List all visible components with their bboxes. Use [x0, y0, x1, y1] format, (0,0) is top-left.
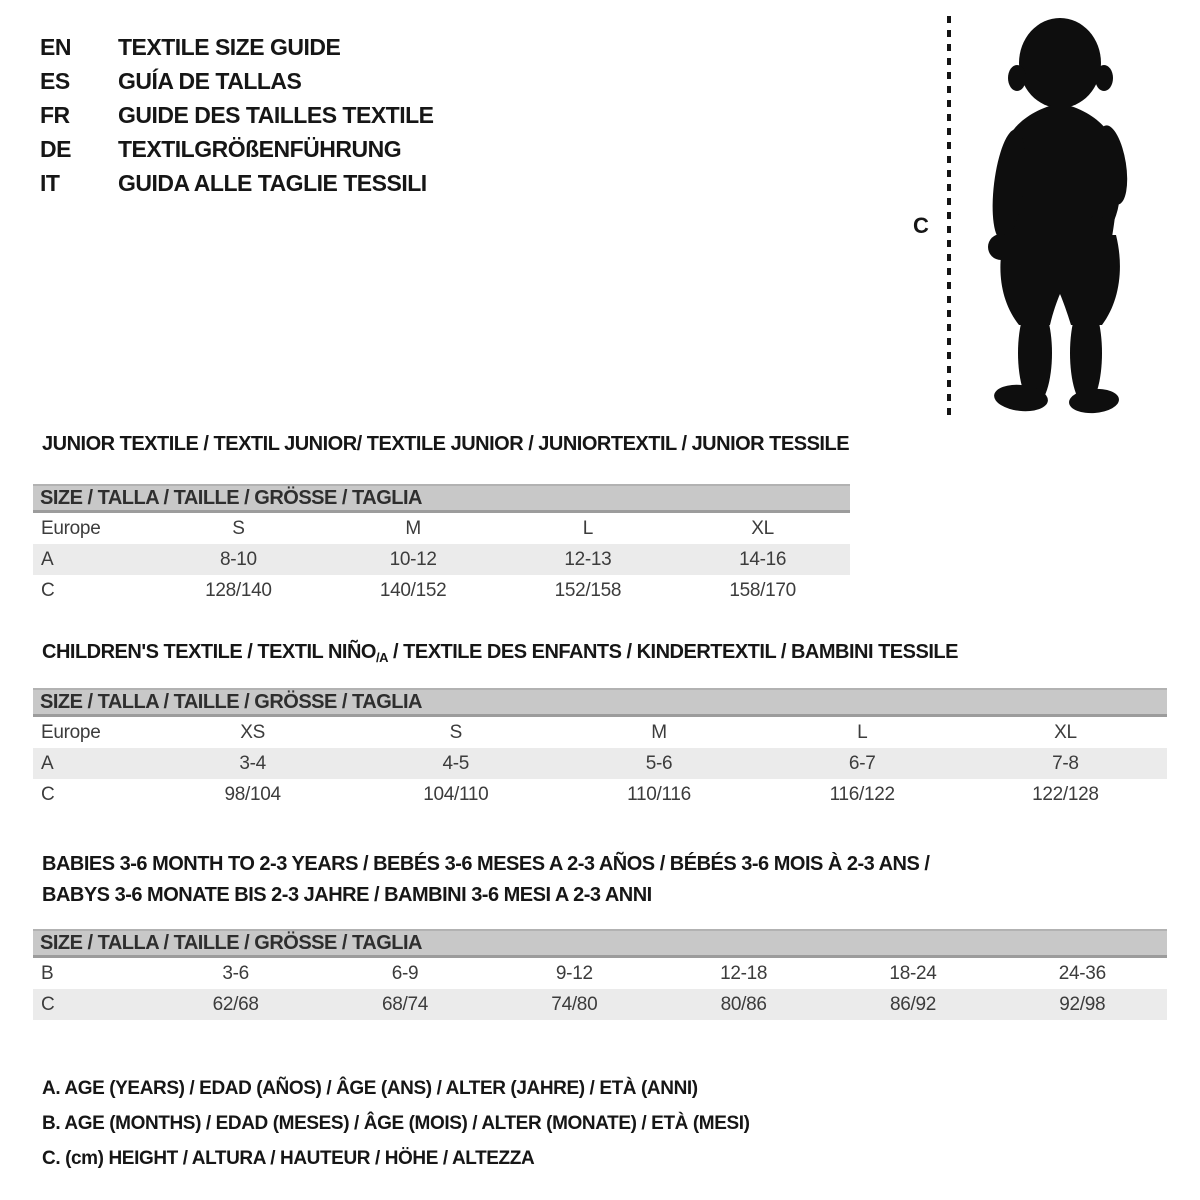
babies-title-line2: BABYS 3-6 MONATE BIS 2-3 JAHRE / BAMBINI 3-6 MESI A 2-3 ANNI — [42, 884, 652, 906]
language-code: DE — [40, 135, 71, 162]
row-label: Europe — [41, 517, 101, 539]
row-label: A — [41, 548, 54, 570]
height-cell: 152/158 — [554, 579, 622, 601]
table-row-europe — [33, 513, 850, 544]
height-cell: 74/80 — [551, 993, 598, 1015]
toddler-silhouette — [965, 15, 1145, 415]
row-label: A — [41, 752, 54, 774]
row-label: B — [41, 962, 54, 984]
language-row-es — [40, 64, 434, 98]
height-measure-label: C — [913, 213, 929, 238]
size-cell: XL — [1054, 721, 1077, 743]
height-cell: 80/86 — [720, 993, 767, 1015]
table-row-age — [33, 544, 850, 575]
size-cell: M — [651, 721, 667, 743]
height-cell: 110/116 — [627, 783, 691, 805]
children-title-post: / TEXTILE DES ENFANTS / KINDERTEXTIL / BAMBINI TESSILE — [387, 641, 958, 663]
height-cell: 68/74 — [381, 993, 429, 1015]
age-cell: 12-13 — [564, 548, 612, 570]
months-cell: 24-36 — [1058, 962, 1106, 984]
table-row-height — [33, 575, 850, 606]
months-cell: 9-12 — [555, 962, 593, 984]
language-code: FR — [40, 101, 70, 128]
children-title-pre: CHILDREN'S TEXTILE / TEXTIL NIÑO — [42, 641, 376, 663]
language-row-it — [40, 166, 434, 200]
language-row-fr — [40, 98, 434, 132]
language-code: ES — [40, 67, 70, 94]
height-cell: 62/68 — [212, 993, 259, 1015]
size-cell: XL — [751, 517, 774, 539]
height-dashed-line — [947, 16, 951, 416]
months-cell: 3-6 — [222, 962, 249, 984]
row-label: C — [41, 993, 55, 1015]
silhouette-ear-right — [1095, 65, 1113, 91]
language-title: TEXTILGRÖßENFÜHRUNG — [118, 135, 402, 162]
legend-line-a: A. AGE (YEARS) / EDAD (AÑOS) / ÂGE (ANS) / ALTER (JAHRE) / ETÀ (ANNI) — [42, 1078, 698, 1099]
legend-line-c: C. (cm) HEIGHT / ALTURA / HAUTEUR / HÖHE / ALTEZZA — [42, 1148, 535, 1169]
size-cell: S — [232, 517, 245, 539]
height-cell: 122/128 — [1032, 783, 1099, 805]
language-code: EN — [40, 33, 71, 60]
babies-size-table — [33, 929, 1167, 1020]
junior-section-title: JUNIOR TEXTILE / TEXTIL JUNIOR/ TEXTILE JUNIOR / JUNIORTEXTIL / JUNIOR TESSILE — [42, 433, 850, 455]
children-size-table — [33, 688, 1167, 810]
height-cell: 86/92 — [889, 993, 936, 1015]
junior-size-table — [33, 484, 850, 606]
legend-line-b: B. AGE (MONTHS) / EDAD (MESES) / ÂGE (MOIS) / ALTER (MONATE) / ETÀ (MESI) — [42, 1113, 750, 1134]
row-label: C — [41, 579, 55, 601]
height-cell: 158/170 — [729, 579, 796, 601]
babies-section-title — [42, 849, 929, 911]
months-cell: 18-24 — [889, 962, 937, 984]
height-cell: 128/140 — [205, 579, 272, 601]
months-cell: 6-9 — [391, 962, 419, 984]
babies-title-line1: BABIES 3-6 MONTH TO 2-3 YEARS / BEBÉS 3-6 MESES A 2-3 AÑOS / BÉBÉS 3-6 MOIS À 2-3 ANS / — [42, 853, 930, 875]
silhouette-ear-left — [1008, 65, 1026, 91]
size-cell: L — [582, 517, 594, 539]
age-cell: 14-16 — [739, 548, 787, 570]
height-cell: 98/104 — [224, 783, 281, 805]
age-cell: 8-10 — [219, 548, 257, 570]
row-label: C — [41, 783, 55, 805]
age-cell: 7-8 — [1052, 752, 1079, 774]
table-row-europe — [33, 717, 1167, 748]
language-title: GUIDE DES TAILLES TEXTILE — [118, 101, 434, 128]
language-heading-block — [40, 30, 434, 200]
legend-block — [42, 1071, 750, 1176]
language-title: GUÍA DE TALLAS — [118, 67, 302, 94]
language-title: TEXTILE SIZE GUIDE — [118, 33, 341, 60]
row-label: Europe — [41, 721, 101, 743]
size-cell: M — [405, 517, 421, 539]
language-title: GUIDA ALLE TAGLIE TESSILI — [118, 169, 427, 196]
months-cell: 12-18 — [720, 962, 768, 984]
age-cell: 5-6 — [645, 752, 673, 774]
size-cell: XS — [240, 721, 265, 743]
silhouette-head — [1019, 18, 1101, 108]
table-row-months — [33, 958, 1167, 989]
language-code: IT — [40, 169, 60, 196]
height-cell: 140/152 — [379, 579, 447, 601]
silhouette-shorts — [1000, 235, 1120, 325]
size-cell: S — [449, 721, 462, 743]
children-section-title — [42, 641, 958, 664]
size-cell: L — [857, 721, 868, 743]
age-cell: 3-4 — [239, 752, 266, 774]
age-cell: 10-12 — [389, 548, 437, 570]
height-cell: 104/110 — [423, 783, 489, 805]
table-row-age — [33, 748, 1167, 779]
table-row-height — [33, 989, 1167, 1020]
height-cell: 92/98 — [1059, 993, 1106, 1015]
size-header-bar: SIZE / TALLA / TAILLE / GRÖSSE / TAGLIA — [33, 688, 1167, 717]
language-row-de — [40, 132, 434, 166]
height-cell: 116/122 — [829, 783, 895, 805]
age-cell: 4-5 — [442, 752, 470, 774]
age-cell: 6-7 — [848, 752, 876, 774]
silhouette-hand-right — [1086, 216, 1108, 238]
language-row-en — [40, 30, 434, 64]
size-header-bar: SIZE / TALLA / TAILLE / GRÖSSE / TAGLIA — [33, 929, 1167, 958]
size-header-bar: SIZE / TALLA / TAILLE / GRÖSSE / TAGLIA — [33, 484, 850, 513]
children-title-subscript: /A — [375, 650, 388, 665]
table-row-height — [33, 779, 1167, 810]
